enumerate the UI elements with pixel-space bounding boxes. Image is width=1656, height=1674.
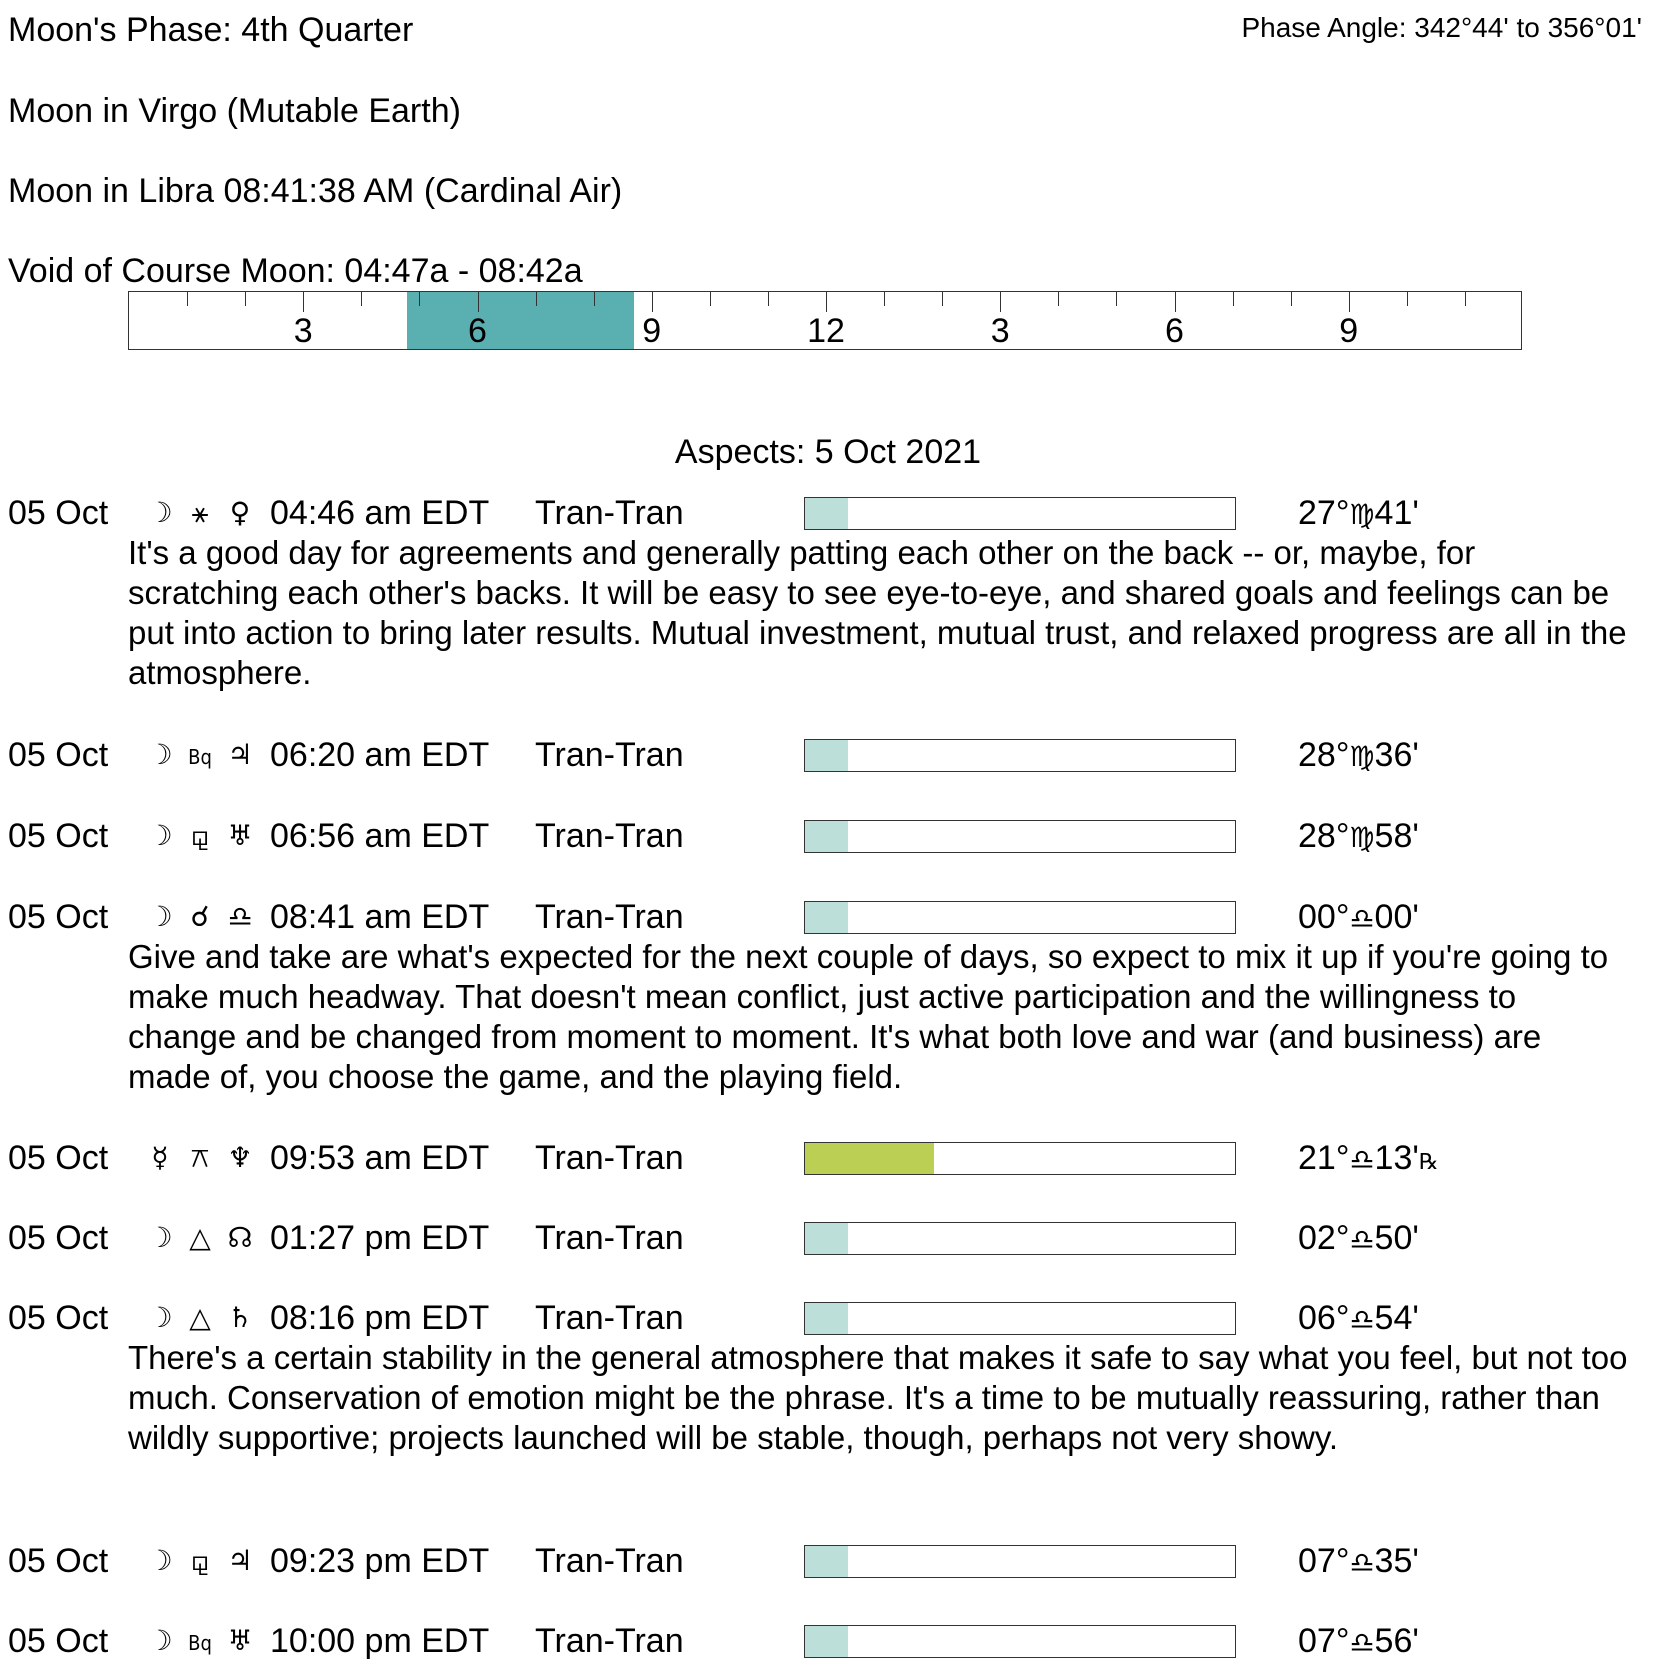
timeline-tick [303, 292, 304, 312]
position-degrees: 28° [1298, 817, 1350, 855]
zodiac-sign-icon: ♍ [1349, 821, 1375, 854]
aspect-type: Tran-Tran [535, 494, 684, 532]
sesquiquadrate-icon: ⚼ [190, 819, 210, 852]
position-minutes: 56' [1374, 1622, 1419, 1660]
moon-icon: ☽ [147, 738, 173, 771]
aspect-description: There's a certain stability in the general atmosphere that makes it safe to say what you feel, but not too much. Conservation of emotion might be the phrase. It's a time to be mutually reassuring, rather than wildly supportive; projects launched will be stable, though, perhaps not very showy. [128, 1339, 1628, 1456]
position-minutes: 13' [1374, 1139, 1419, 1177]
orb-bar [804, 1222, 1236, 1255]
zodiac-sign-icon: ♍ [1349, 498, 1375, 531]
jupiter-icon: ♃ [227, 1544, 253, 1577]
timeline-tick [361, 292, 362, 306]
timeline-tick [536, 292, 537, 306]
zodiac-sign-icon: ♍ [1349, 740, 1375, 773]
aspect-time: 09:23 pm EDT [270, 1542, 490, 1580]
orb-bar-fill [805, 1303, 848, 1334]
moon-icon: ☽ [147, 1221, 173, 1254]
timeline-hour-label: 9 [642, 312, 662, 350]
libra-icon: ♎ [227, 900, 253, 933]
zodiac-sign-icon: ♎ [1349, 1223, 1375, 1256]
position-degrees: 07° [1298, 1622, 1350, 1660]
orb-bar-fill [805, 498, 848, 529]
position-degrees: 02° [1298, 1219, 1350, 1257]
zodiac-sign-icon: ♎ [1349, 1143, 1375, 1176]
aspect-time: 09:53 am EDT [270, 1139, 490, 1177]
aspect-type: Tran-Tran [535, 1542, 684, 1580]
timeline-tick [1233, 292, 1234, 306]
timeline-tick [1058, 292, 1059, 306]
orb-bar-fill [805, 902, 848, 933]
biquintile-icon: Bq [188, 1631, 212, 1655]
position-minutes: 36' [1374, 736, 1419, 774]
aspect-time: 01:27 pm EDT [270, 1219, 490, 1257]
timeline-tick [768, 292, 769, 306]
position-degrees: 27° [1298, 494, 1350, 532]
timeline-tick [1116, 292, 1117, 306]
position-minutes: 35' [1374, 1542, 1419, 1580]
timeline-tick [478, 292, 479, 312]
moon-sign-ingress: Moon in Libra 08:41:38 AM (Cardinal Air) [8, 172, 623, 210]
moon-icon: ☽ [147, 819, 173, 852]
orb-bar [804, 1625, 1236, 1658]
position-degrees: 06° [1298, 1299, 1350, 1337]
orb-bar [804, 1545, 1236, 1578]
timeline-tick [1175, 292, 1176, 312]
aspect-time: 06:56 am EDT [270, 817, 490, 855]
void-of-course-timeline [128, 291, 1522, 350]
aspect-position [1298, 735, 1419, 777]
aspect-glyphs [140, 1298, 260, 1338]
aspect-type: Tran-Tran [535, 1219, 684, 1257]
orb-bar-fill [805, 1143, 934, 1174]
timeline-tick [826, 292, 827, 312]
aspect-date: 05 Oct [8, 1622, 109, 1660]
moon-icon: ☽ [147, 496, 173, 529]
aspect-glyphs [140, 816, 260, 856]
aspect-type: Tran-Tran [535, 736, 684, 774]
trine-icon: △ [189, 1221, 211, 1254]
retrograde-icon: ℞ [1418, 1150, 1439, 1175]
timeline-tick [1407, 292, 1408, 306]
timeline-tick [1465, 292, 1466, 306]
aspect-time: 08:41 am EDT [270, 898, 490, 936]
timeline-tick [419, 292, 420, 306]
orb-bar [804, 901, 1236, 934]
position-minutes: 58' [1374, 817, 1419, 855]
aspect-time: 10:00 pm EDT [270, 1622, 490, 1660]
moon-icon: ☽ [147, 900, 173, 933]
orb-bar-fill [805, 740, 848, 771]
orb-bar [804, 739, 1236, 772]
sextile-icon: ⚹ [191, 496, 209, 529]
timeline-tick [245, 292, 246, 306]
aspect-date: 05 Oct [8, 1542, 109, 1580]
position-minutes: 50' [1374, 1219, 1419, 1257]
zodiac-sign-icon: ♎ [1349, 1546, 1375, 1579]
aspect-type: Tran-Tran [535, 817, 684, 855]
aspects-title: Aspects: 5 Oct 2021 [674, 433, 982, 471]
aspect-date: 05 Oct [8, 817, 109, 855]
aspect-type: Tran-Tran [535, 898, 684, 936]
position-degrees: 00° [1298, 898, 1350, 936]
aspect-position [1298, 1138, 1439, 1183]
position-minutes: 41' [1374, 494, 1419, 532]
phase-angle: Phase Angle: 342°44' to 356°01' [1241, 12, 1642, 43]
timeline-tick [942, 292, 943, 306]
aspect-glyphs [140, 897, 260, 937]
aspect-position [1298, 1298, 1419, 1340]
moon-icon: ☽ [147, 1301, 173, 1334]
aspect-date: 05 Oct [8, 898, 109, 936]
aspect-position [1298, 1621, 1419, 1663]
aspect-date: 05 Oct [8, 1139, 109, 1177]
jupiter-icon: ♃ [227, 738, 253, 771]
aspect-glyphs [140, 1218, 260, 1258]
quincunx-icon: ⚻ [190, 1141, 210, 1174]
conjunction-icon: ☌ [190, 900, 210, 933]
venus-icon: ♀ [229, 496, 251, 529]
aspect-position [1298, 1541, 1419, 1583]
moon-icon: ☽ [147, 1544, 173, 1577]
void-of-course-span [407, 292, 635, 349]
trine-icon: △ [189, 1301, 211, 1334]
timeline-tick [187, 292, 188, 306]
neptune-icon: ♆ [227, 1141, 253, 1174]
position-minutes: 00' [1374, 898, 1419, 936]
void-of-course: Void of Course Moon: 04:47a - 08:42a [8, 252, 583, 290]
timeline-hour-label: 6 [468, 312, 487, 350]
aspect-position [1298, 897, 1419, 939]
timeline-hour-label: 3 [990, 312, 1010, 350]
position-minutes: 54' [1374, 1299, 1419, 1337]
mercury-icon: ☿ [151, 1141, 169, 1174]
aspect-glyphs [140, 1138, 260, 1178]
north-node-icon: ☊ [227, 1221, 253, 1254]
timeline-tick [1291, 292, 1292, 306]
aspect-type: Tran-Tran [535, 1139, 684, 1177]
timeline-tick [710, 292, 711, 306]
timeline-hour-label: 6 [1165, 312, 1184, 350]
aspect-description: It's a good day for agreements and generally patting each other on the back -- or, maybe, for scratching each other's backs. It will be easy to see eye-to-eye, and shared goals and feelings can be put into action to bring later results. Mutual investment, mutual trust, and relaxed progress are all in the atmosphere. [128, 534, 1627, 691]
timeline-hour-label: 3 [293, 312, 313, 350]
timeline-tick [884, 292, 885, 306]
timeline-hour-label: 9 [1339, 312, 1359, 350]
uranus-icon: ♅ [227, 1624, 253, 1657]
timeline-tick [652, 292, 653, 312]
orb-bar-fill [805, 1223, 848, 1254]
zodiac-sign-icon: ♎ [1349, 1303, 1375, 1336]
sesquiquadrate-icon: ⚼ [190, 1544, 210, 1577]
aspect-date: 05 Oct [8, 1219, 109, 1257]
orb-bar-fill [805, 1626, 848, 1657]
aspect-position [1298, 493, 1419, 535]
aspect-type: Tran-Tran [535, 1622, 684, 1660]
orb-bar [804, 820, 1236, 853]
timeline-tick [1349, 292, 1350, 312]
moon-icon: ☽ [147, 1624, 173, 1657]
aspect-glyphs [140, 493, 260, 533]
zodiac-sign-icon: ♎ [1349, 1626, 1375, 1659]
aspect-position [1298, 1218, 1419, 1260]
orb-bar-fill [805, 1546, 848, 1577]
aspect-position [1298, 816, 1419, 858]
aspect-time: 08:16 pm EDT [270, 1299, 490, 1337]
orb-bar [804, 497, 1236, 530]
aspect-glyphs [140, 1621, 260, 1663]
aspect-date: 05 Oct [8, 736, 109, 774]
timeline-hour-label: 12 [807, 312, 845, 350]
aspect-time: 06:20 am EDT [270, 736, 490, 774]
aspect-time: 04:46 am EDT [270, 494, 490, 532]
orb-bar [804, 1142, 1236, 1175]
orb-bar-fill [805, 821, 848, 852]
orb-bar [804, 1302, 1236, 1335]
aspect-date: 05 Oct [8, 1299, 109, 1337]
timeline-tick [594, 292, 595, 306]
position-degrees: 21° [1298, 1139, 1350, 1177]
zodiac-sign-icon: ♎ [1349, 902, 1375, 935]
aspect-description: Give and take are what's expected for the next couple of days, so expect to mix it up if you're going to make much headway. That doesn't mean conflict, just active participation and the willingness to change and be changed from moment to moment. It's what both love and war (and business) are made of, you choose the game, and the playing field. [128, 938, 1609, 1095]
position-degrees: 28° [1298, 736, 1350, 774]
aspect-type: Tran-Tran [535, 1299, 684, 1337]
moon-sign-current: Moon in Virgo (Mutable Earth) [8, 92, 461, 130]
timeline-tick [1000, 292, 1001, 312]
aspect-glyphs [140, 735, 260, 777]
aspect-date: 05 Oct [8, 494, 109, 532]
uranus-icon: ♅ [227, 819, 253, 852]
aspect-glyphs [140, 1541, 260, 1581]
saturn-icon: ♄ [227, 1301, 253, 1334]
biquintile-icon: Bq [188, 745, 212, 769]
moon-phase: Moon's Phase: 4th Quarter [8, 11, 414, 49]
position-degrees: 07° [1298, 1542, 1350, 1580]
